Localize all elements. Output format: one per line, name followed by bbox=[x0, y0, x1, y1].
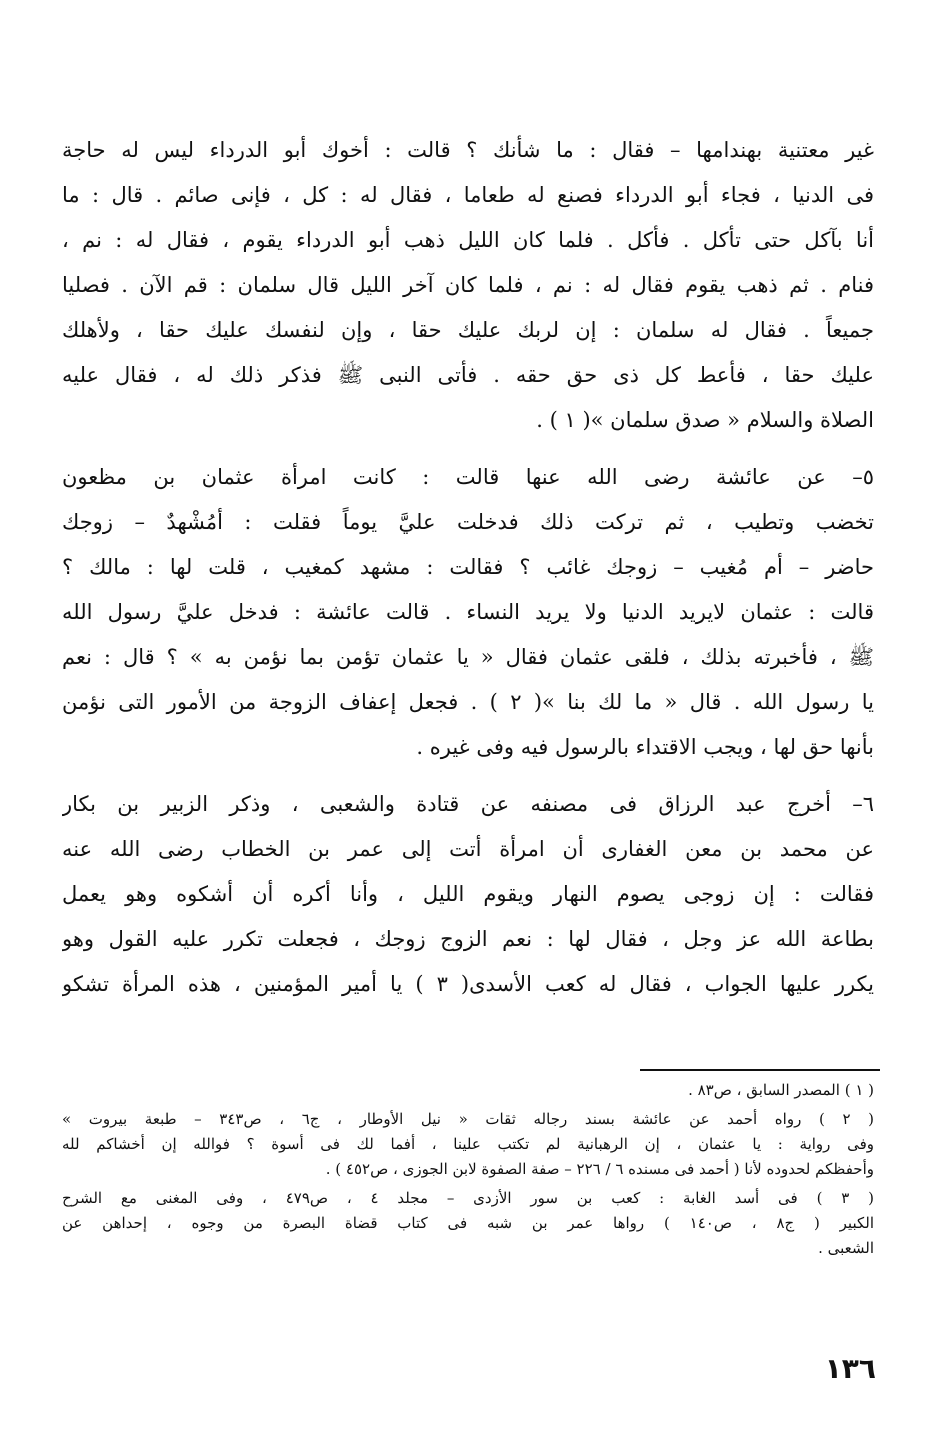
footnote-line: ( ٣ ) فى أسد الغابة : كعب بن سور الأزدى – مجلد ٤ ، ص٤٧٩ ، وفى المغنى مع الشرح bbox=[62, 1189, 874, 1207]
paragraph-gap bbox=[62, 443, 874, 455]
text-line: عليك حقا ، فأعط كل ذى حق حقه . فأتى النبى ﷺ فذكر ذلك له ، فقال عليه bbox=[62, 363, 874, 387]
paragraph-gap bbox=[62, 770, 874, 782]
footnote-line: وفى رواية : يا عثمان ، إن الرهبانية لم تكتب علينا ، أفما لك فى أسوة ؟ فوالله إن أخشاكم لله bbox=[62, 1135, 874, 1153]
page-number: ١٣٦ bbox=[824, 1352, 876, 1385]
text-line: تخضب وتطيب ، ثم تركت ذلك فدخلت عليَّ يوماً فقلت : أمُشْهدٌ – زوجك bbox=[62, 510, 874, 534]
footnotes bbox=[62, 1078, 874, 1261]
text-line: قالت : عثمان لايريد الدنيا ولا يريد النساء . قالت عائشة : فدخل عليَّ رسول الله bbox=[62, 600, 874, 624]
text-line: فى الدنيا ، فجاء أبو الدرداء فصنع له طعاما ، فقال له : كل ، فإنى صائم . قال : ما bbox=[62, 183, 874, 207]
text-line: عن محمد بن معن الغفارى أن امرأة أتت إلى عمر بن الخطاب رضى الله عنه bbox=[62, 837, 874, 861]
text-line: فنام . ثم ذهب يقوم فقال له : نم ، فلما كان آخر الليل قال سلمان : قم الآن . فصليا bbox=[62, 273, 874, 297]
footnote-line: الكبير ( ج٨ ، ص١٤٠ ) رواها عمر بن شبه فى كتاب قضاة البصرة من وجوه ، إحداهن عن bbox=[62, 1214, 874, 1232]
text-line: ٥– عن عائشة رضى الله عنها قالت : كانت امرأة عثمان بن مظعون bbox=[62, 465, 874, 489]
text-line: حاضر – أم مُغيب – زوجك غائب ؟ فقالت : مشهد كمغيب ، قلت لها : مالك ؟ bbox=[62, 555, 874, 579]
main-text bbox=[62, 128, 874, 1007]
footnote-line: ( ١ ) المصدر السابق ، ص٨٣ . bbox=[688, 1081, 874, 1099]
text-line: بطاعة الله عز وجل ، فقال لها : نعم الزوج زوجك ، فجعلت تكرر عليه القول وهو bbox=[62, 927, 874, 951]
footnote-line: ( ٢ ) رواه أحمد عن عائشة بسند رجاله ثقات « نيل الأوطار ، ج٦ ، ص٣٤٣ – طبعة بيروت » bbox=[62, 1110, 874, 1128]
text-line: يكرر عليها الجواب ، فقال له كعب الأسدى( ٣ ) يا أمير المؤمنين ، هذه المرأة تشكو bbox=[62, 972, 874, 996]
footnote-divider bbox=[640, 1069, 880, 1071]
text-line: فقالت : إن زوجى يصوم النهار ويقوم الليل ، وأنا أكره أن أشكوه وهو يعمل bbox=[62, 882, 874, 906]
text-line: غير معتنية بهندامها – فقال : ما شأنك ؟ قالت : أخوك أبو الدرداء ليس له حاجة bbox=[62, 138, 874, 162]
text-line: بأنها حق لها ، ويجب الاقتداء بالرسول فيه وفى غيره . bbox=[416, 735, 874, 759]
footnote-line: الشعبى . bbox=[818, 1239, 874, 1257]
text-line: يا رسول الله . قال « ما لك بنا »( ٢ ) . فجعل إعفاف الزوجة من الأمور التى نؤمن bbox=[62, 690, 874, 714]
text-line: أنا بآكل حتى تأكل . فأكل . فلما كان الليل ذهب أبو الدرداء يقوم ، فقال له : نم ، bbox=[62, 228, 874, 252]
text-line: الصلاة والسلام « صدق سلمان »( ١ ) . bbox=[536, 408, 874, 432]
footnote-line: وأحفظكم لحدوده لأنا ( أحمد فى مسنده ٦ / ٢٢٦ – صفة الصفوة لابن الجوزى ، ص٤٥٢ ) . bbox=[325, 1160, 874, 1178]
text-line: جميعاً . فقال له سلمان : إن لربك عليك حقا ، وإن لنفسك عليك حقا ، ولأهلك bbox=[62, 318, 874, 342]
text-line: ٦– أخرج عبد الرزاق فى مصنفه عن قتادة والشعبى ، وذكر الزبير بن بكار bbox=[62, 792, 874, 816]
text-line: ﷺ ، فأخبرته بذلك ، فلقى عثمان فقال « يا عثمان تؤمن بما نؤمن به » ؟ قال : نعم bbox=[62, 645, 874, 669]
